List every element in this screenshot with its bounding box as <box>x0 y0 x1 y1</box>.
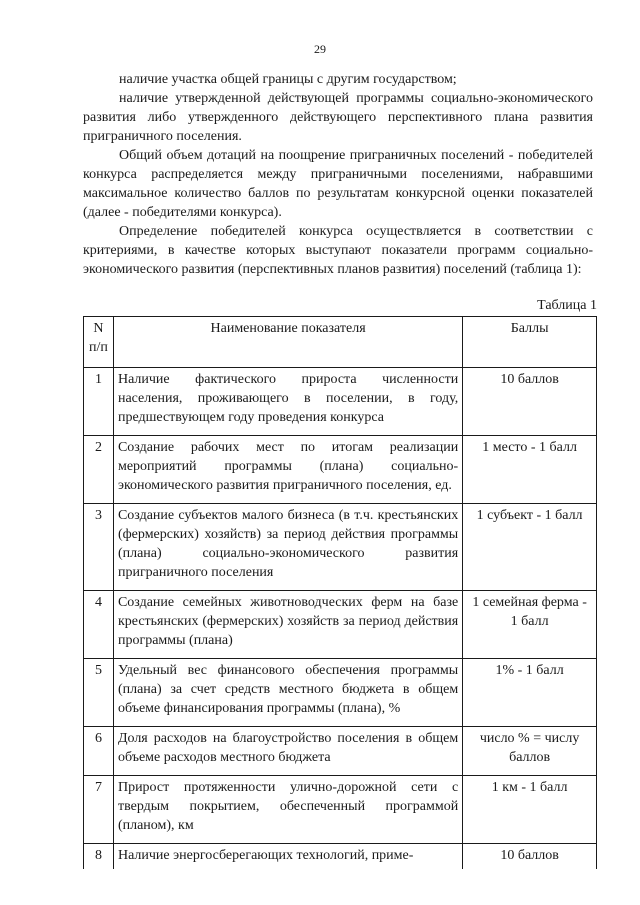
row-points: число % = числу баллов <box>463 727 597 776</box>
table-row <box>84 659 597 727</box>
header-num: N п/п <box>84 317 114 368</box>
paragraph-2: наличие утвержденной действующей программы социально-экономического развития либо утвержденного действующего перспективного плана развития приграничного поселения. <box>83 91 593 144</box>
header-points: Баллы <box>463 317 597 368</box>
table-row <box>84 727 597 776</box>
row-name: Наличие фактического прироста численности населения, проживающего в поселении, в году, предшествующем году проведения конкурса <box>113 368 462 436</box>
row-num: 2 <box>84 436 114 504</box>
paragraph-4: Определение победителей конкурса осуществляется в соответствии с критериями, в качестве которых выступают показатели программ социально-экономического развития (перспективных планов развития) поселений (таблица 1): <box>83 224 593 277</box>
table-header-row <box>84 317 597 368</box>
page-number: 29 <box>314 42 326 56</box>
row-points: 1 место - 1 балл <box>463 436 597 504</box>
row-num: 1 <box>84 368 114 436</box>
row-name: Создание рабочих мест по итогам реализации мероприятий программы (плана) социально-экономического развития приграничного поселения, ед. <box>113 436 462 504</box>
row-name: Удельный вес финансового обеспечения программы (плана) за счет средств местного бюджета в общем объеме финансирования программы (плана), % <box>113 659 462 727</box>
row-points: 10 баллов <box>463 368 597 436</box>
row-num: 4 <box>84 591 114 659</box>
table-caption: Таблица 1 <box>537 298 597 313</box>
row-points: 10 баллов <box>463 844 597 870</box>
row-num: 8 <box>84 844 114 870</box>
table-row <box>84 436 597 504</box>
row-name: Наличие энергосберегающих технологий, приме- <box>113 844 462 870</box>
criteria-table <box>83 316 597 869</box>
row-name: Создание субъектов малого бизнеса (в т.ч. крестьянских (фермерских) хозяйств) за период действия программы (плана) социально-экономического развития приграничного поселения <box>113 504 462 591</box>
table-row <box>84 591 597 659</box>
row-name: Доля расходов на благоустройство поселения в общем объеме расходов местного бюджета <box>113 727 462 776</box>
row-num: 7 <box>84 776 114 844</box>
row-num: 6 <box>84 727 114 776</box>
header-name: Наименование показателя <box>113 317 462 368</box>
row-name: Создание семейных животноводческих ферм на базе крестьянских (фермерских) хозяйств за период действия программы (плана) <box>113 591 462 659</box>
row-points: 1 субъект - 1 балл <box>463 504 597 591</box>
row-num: 5 <box>84 659 114 727</box>
table-row <box>84 368 597 436</box>
table-row <box>84 504 597 591</box>
row-points: 1% - 1 балл <box>463 659 597 727</box>
body-text <box>83 70 593 279</box>
row-points: 1 км - 1 балл <box>463 776 597 844</box>
paragraph-3: Общий объем дотаций на поощрение приграничных поселений - победителей конкурса распределяется между приграничными поселениями, набравшими максимальное количество баллов по результатам конкурсной оценки показателей (далее - победителями конкурса). <box>83 148 593 220</box>
paragraph-1: наличие участка общей границы с другим государством; <box>119 72 457 87</box>
table-row <box>84 776 597 844</box>
row-name: Прирост протяженности улично-дорожной сети с твердым покрытием, обеспеченный программой (планом), км <box>113 776 462 844</box>
table-row <box>84 844 597 870</box>
row-num: 3 <box>84 504 114 591</box>
row-points: 1 семейная ферма - 1 балл <box>463 591 597 659</box>
